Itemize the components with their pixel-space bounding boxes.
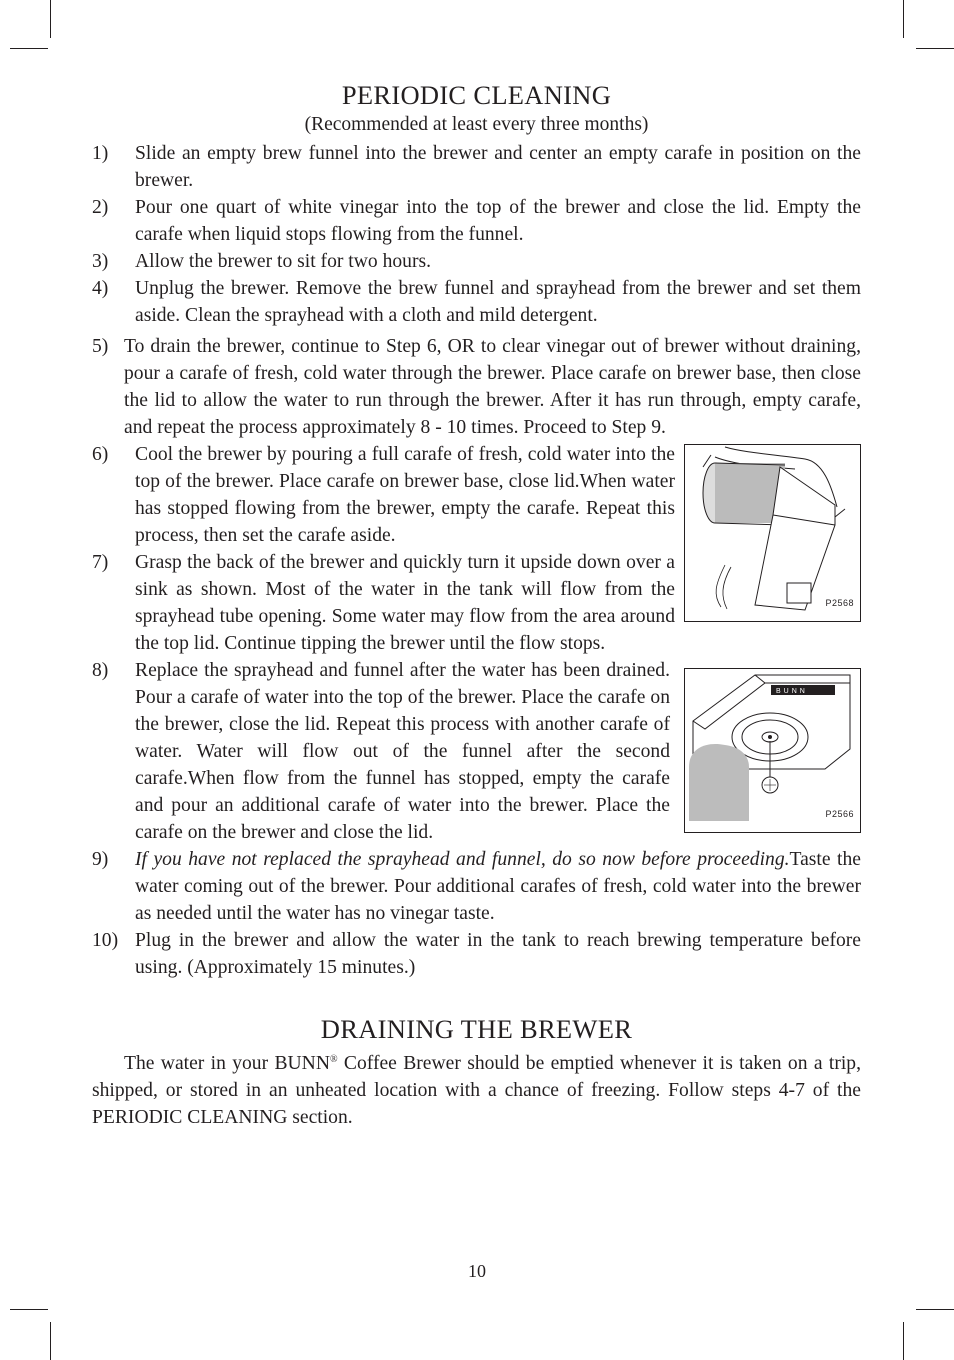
crop-mark (916, 48, 954, 49)
figure-code: P2566 (825, 809, 854, 819)
step-10: 10) Plug in the brewer and allow the water in the tank to reach brewing temperature before using. (Approximately 15 minutes.) (92, 930, 861, 978)
section-title: PERIODIC CLEANING (341, 80, 612, 110)
step-3: 3) Allow the brewer to sit for two hours. (92, 251, 432, 272)
step-7: 7) Grasp the back of the brewer and quickly turn it upside down over a sink as shown. Most of the water in the tank will flow from the sprayhead tube opening. Some water may flow from the area around the top lid. Continue tipping the brewer until the flow stops. (92, 552, 675, 654)
crop-mark (10, 48, 48, 49)
steps-list (92, 140, 861, 981)
registered-mark: ® (329, 1054, 338, 1065)
step-9-note: If you have not replaced the sprayhead and funnel, do so now before proceeding. (135, 849, 790, 870)
crop-mark (903, 1322, 904, 1360)
section-subtitle: (Recommended at least every three months) (304, 114, 649, 135)
step-5: 5) To drain the brewer, continue to Step 6, OR to clear vinegar out of brewer without draining, pour a carafe of fresh, cold water through the brewer. Place carafe on brewer base, then close the lid to allow the water to run through the brewer. After it has run through, empty carafe, and repeat the process approximately 8 - 10 times. Proceed to Step 9. (92, 336, 861, 438)
draining-title: DRAINING THE BREWER (320, 1014, 633, 1044)
crop-mark (10, 1309, 48, 1310)
crop-mark (50, 1322, 51, 1360)
draining-paragraph: The water in your BUNN® Coffee Brewer should be emptied whenever it is taken on a trip, shipped, or stored in an unheated location with a chance of freezing. Follow steps 4-7 of the PERIODIC CLEANING section. (92, 1053, 861, 1128)
crop-mark (50, 0, 51, 38)
crop-mark (916, 1309, 954, 1310)
step-9: 9) If you have not replaced the sprayhead and funnel, do so now before proceeding.Taste the water coming out of the brewer. Pour additional carafes of fresh, cold water into the brewer as needed until the water has no vinegar taste. (92, 849, 861, 924)
step-4: 4) Unplug the brewer. Remove the brew funnel and sprayhead from the brewer and set them aside. Clean the sprayhead with a cloth and mild detergent. (92, 278, 861, 326)
step-1: 1) Slide an empty brew funnel into the brewer and center an empty carafe in position on the brewer. (92, 143, 861, 191)
page-number: 10 (468, 1261, 486, 1281)
step-8: 8) Replace the sprayhead and funnel after the water has been drained. Pour a carafe of water into the top of the brewer. Place the carafe on the brewer, close the lid. Repeat this process with another carafe of water. Water will flow out of the funnel after the second carafe.When flow from the funnel has stopped, empty the carafe and pour an additional carafe of water into the brewer. Place the carafe on the brewer and close the lid. (92, 660, 670, 843)
step-6: 6) Cool the brewer by pouring a full carafe of fresh, cold water into the top of the brewer. Place carafe on brewer base, close lid.When water has stopped flowing from the brewer, empty the carafe. Repeat this process, then set the carafe aside. (92, 444, 675, 546)
page-content (92, 78, 861, 1131)
svg-text:BUNN: BUNN (776, 688, 808, 695)
step-2: 2) Pour one quart of white vinegar into the top of the brewer and close the lid. Empty the carafe when liquid stops flowing from the funnel. (92, 197, 861, 245)
crop-mark (903, 0, 904, 38)
figure-code: P2568 (825, 598, 854, 608)
